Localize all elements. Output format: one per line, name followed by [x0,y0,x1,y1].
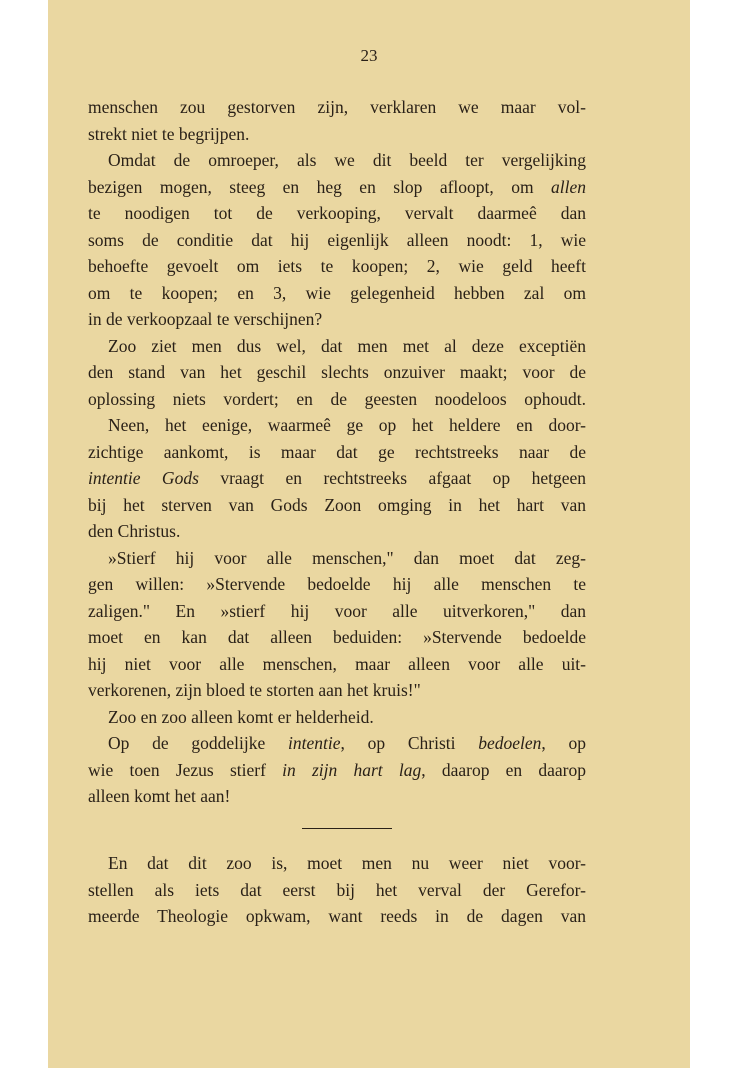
section-divider [302,828,392,829]
text-line: meerde Theologie opkwam, want reeds in de dagen van [88,906,586,926]
text-line: wie toen Jezus stierf in zijn hart lag, daarop en daarop [88,759,587,780]
text-line: menschen zou gestorven zijn, verklaren we maar vol- [88,97,586,117]
text-line: Op de goddelijke intentie, op Christi bedoelen, op [108,733,587,753]
italic-text: in zijn hart lag [282,759,422,780]
text-line: oplossing niets vordert; en de geesten noodeloos ophoudt. [88,388,586,409]
text-line: soms de conditie dat hij eigenlijk alleen noodt: 1, wie [88,229,586,250]
page-number: 23 [360,46,378,65]
text-line: gen willen: »Stervende bedoelde hij alle menschen te [88,574,586,594]
text-line: Neen, het eenige, waarmeê ge op het heldere en door- [108,415,586,435]
text-line: den stand van het geschil slechts onzuiver maakt; voor de [88,362,586,382]
body-text-block-2 [88,850,586,930]
text-line: zichtige aankomt, is maar dat ge rechtstreeks naar de [88,441,586,462]
text-line: bezigen mogen, steeg en heg en slop afloopt, om allen [88,176,586,197]
book-page [48,0,690,1068]
italic-text: bedoelen [478,733,542,753]
text-line: bij het sterven van Gods Zoon omging in het hart van [88,494,586,515]
italic-text: intentie [288,733,341,753]
text-line: te noodigen tot de verkooping, vervalt daarmeê dan [88,203,586,223]
text-line: hij niet voor alle menschen, maar alleen voor alle uit- [88,653,586,674]
text-line: »Stierf hij voor alle menschen," dan moet dat zeg- [108,547,586,568]
text-line: Zoo en zoo alleen komt er helderheid. [108,706,374,727]
text-line: alleen komt het aan! [88,786,231,806]
text-line: behoefte gevoelt om iets te koopen; 2, wie geld heeft [88,256,586,276]
italic-text: intentie Gods [88,468,199,488]
text-line: in de verkoopzaal te verschijnen? [88,309,323,329]
text-line: Zoo ziet men dus wel, dat men met al deze exceptiën [108,335,586,356]
text-line: zaligen." En »stierf hij voor alle uitverkoren," dan [88,600,586,621]
text-line: En dat dit zoo is, moet men nu weer niet voor- [108,853,586,873]
text-line: Omdat de omroeper, als we dit beeld ter vergelijking [108,150,586,170]
body-text-block-1 [88,94,586,810]
text-line: den Christus. [88,521,181,541]
text-line: strekt niet te begrijpen. [88,123,250,144]
text-line: stellen als iets dat eerst bij het verval der Gerefor- [88,879,586,900]
italic-text: allen [551,176,586,197]
text-line: intentie Gods vraagt en rechtstreeks afgaat op hetgeen [88,468,586,488]
text-line: om te koopen; en 3, wie gelegenheid hebben zal om [88,282,586,303]
text-line: verkorenen, zijn bloed te storten aan het kruis!" [88,680,421,700]
text-line: moet en kan dat alleen beduiden: »Stervende bedoelde [88,627,586,647]
